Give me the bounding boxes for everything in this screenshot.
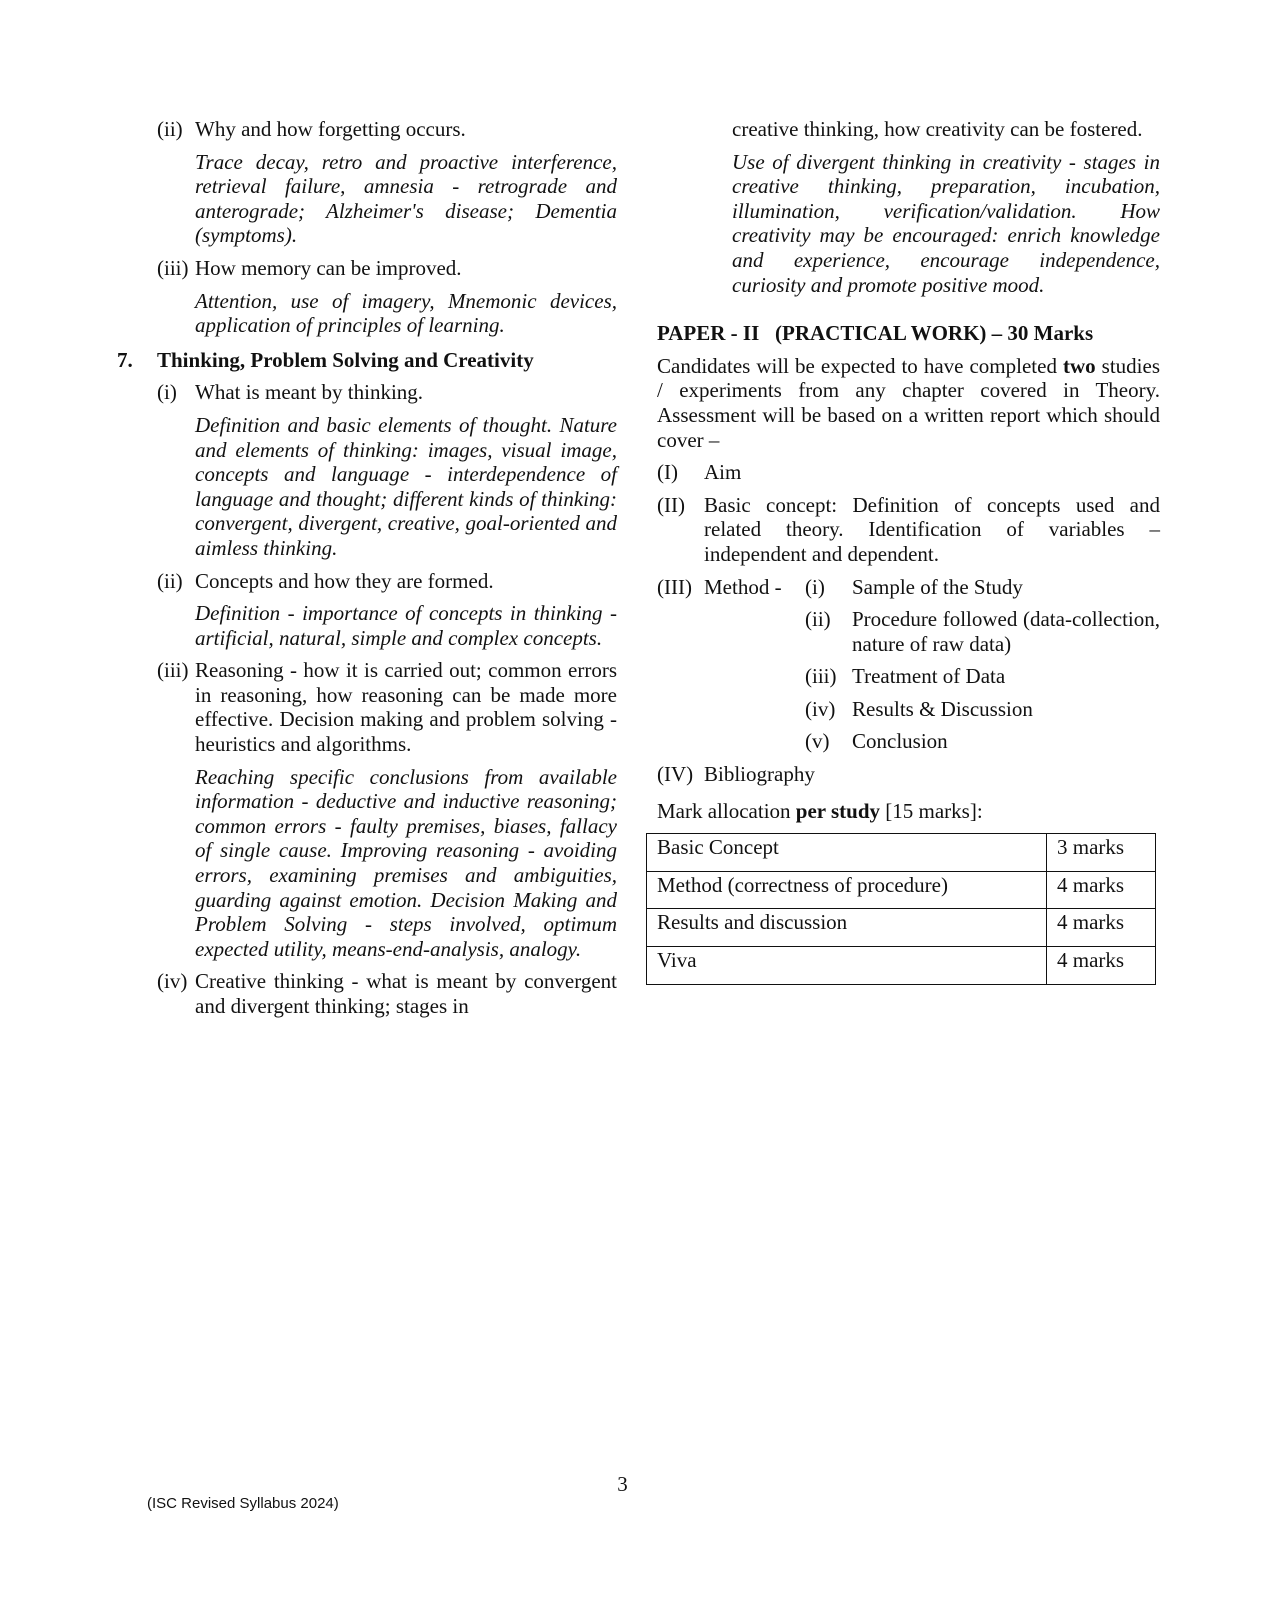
- item-text: Creative thinking - what is meant by convergent and divergent thinking; stages in: [195, 969, 617, 1018]
- section-heading: [117, 348, 617, 373]
- item-text: Why and how forgetting occurs.: [195, 117, 466, 141]
- mark-allocation-label: Mark allocation per study [15 marks]:: [657, 798, 983, 823]
- marks-cell: 3 marks: [1047, 834, 1156, 872]
- method-label: Method -: [704, 574, 782, 599]
- section-title: Thinking, Problem Solving and Creativity: [157, 347, 534, 372]
- sub-text: Results & Discussion: [852, 696, 1033, 721]
- criterion-cell: Results and discussion: [647, 909, 1047, 947]
- table-row: [647, 947, 1156, 985]
- sub-number: (ii): [805, 607, 831, 632]
- method-sub-item: [657, 697, 1160, 722]
- item-description: Definition and basic elements of thought. Nature and elements of thinking: images, visual image, concepts and language - interdependence of language and thought; different kinds of thinking: convergent, divergent, creative, goal-oriented and aimless thinking.: [195, 412, 617, 560]
- continued-text: creative thinking, how creativity can be fostered.: [732, 117, 1143, 141]
- page-number: 3: [617, 1472, 628, 1496]
- item-number: (iv): [157, 969, 188, 994]
- item-number: (IV): [657, 762, 694, 787]
- item-description: Trace decay, retro and proactive interference, retrieval failure, amnesia - retrograde and anterograde; Alzheimer's disease; Dementia (symptoms).: [195, 149, 617, 248]
- item-text: How memory can be improved.: [195, 255, 462, 280]
- item-text: Bibliography: [704, 762, 815, 787]
- item-number: (I): [657, 460, 678, 485]
- right-column: [657, 117, 1160, 985]
- list-item: [117, 658, 617, 756]
- sub-text: Procedure followed (data-collection, nature of raw data): [852, 607, 1160, 656]
- method-sub-item: [657, 664, 1160, 689]
- marks-table: [646, 833, 1156, 984]
- item-description: Reaching specific conclusions from available information - deductive and inductive reasoning; common errors - faulty premises, biases, fallacy of single cause. Improving reasoning - avoiding errors, examining premises and ambiguities, guarding against emotion. Decision Making and Problem Solving - steps involved, optimum expected utility, means-end-analysis, analogy.: [195, 764, 617, 961]
- report-item-method: [657, 575, 1160, 755]
- item-text: Concepts and how they are formed.: [195, 568, 494, 593]
- criterion-cell: Viva: [647, 947, 1047, 985]
- criterion-cell: Basic Concept: [647, 834, 1047, 872]
- item-description: Attention, use of imagery, Mnemonic devices, application of principles of learning.: [195, 288, 617, 338]
- list-item: [117, 117, 617, 142]
- sub-text: Treatment of Data: [852, 664, 1006, 689]
- criterion-cell: Method (correctness of procedure): [647, 871, 1047, 909]
- item-number: (ii): [157, 568, 183, 593]
- method-sub-item: [657, 607, 1160, 656]
- list-item: [117, 256, 617, 281]
- item-description: Use of divergent thinking in creativity - stages in creative thinking, preparation, incubation, illumination, verification/validation. How creativity may be encouraged: enrich knowledge and experience, encourage independence, curiosity and promote positive mood.: [732, 149, 1160, 297]
- sub-number: (iv): [805, 696, 836, 721]
- marks-cell: 4 marks: [1047, 871, 1156, 909]
- table-row: [647, 834, 1156, 872]
- list-item: [117, 969, 617, 1018]
- item-number: (III): [657, 574, 692, 599]
- section-number: 7.: [117, 347, 133, 372]
- footer-text: (ISC Revised Syllabus 2024): [147, 1495, 339, 1512]
- method-sub-item: [657, 729, 1160, 754]
- list-item: [117, 380, 617, 405]
- report-item-bibliography: [657, 762, 1160, 787]
- paper-title: PAPER - II (PRACTICAL WORK) – 30 Marks: [657, 321, 1094, 346]
- item-number: (iii): [157, 658, 189, 683]
- intro-paragraph: Candidates will be expected to have completed two studies / experiments from any chapter covered in Theory. Assessment will be based on a written report which should cover –: [657, 353, 1160, 452]
- item-number: (ii): [157, 117, 183, 141]
- table-row: [647, 871, 1156, 909]
- list-item: [117, 569, 617, 594]
- item-text: Reasoning - how it is carried out; common errors in reasoning, how reasoning can be made more effective. Decision making and problem solving - heuristics and algorithms.: [195, 658, 617, 757]
- item-description: Definition - importance of concepts in thinking - artificial, natural, simple and complex concepts.: [195, 601, 617, 650]
- item-text: Basic concept: Definition of concepts used and related theory. Identification of variables – independent and dependent.: [704, 492, 1160, 566]
- sub-number: (i): [805, 574, 825, 599]
- item-text: Aim: [704, 460, 742, 485]
- report-item-basic-concept: [657, 493, 1160, 567]
- item-number: (iii): [157, 255, 189, 280]
- sub-text: Sample of the Study: [852, 574, 1023, 599]
- method-sub-item: [657, 575, 1160, 600]
- report-item-aim: [657, 460, 1160, 485]
- item-number: (II): [657, 492, 685, 517]
- marks-cell: 4 marks: [1047, 909, 1156, 947]
- item-text: What is meant by thinking.: [195, 380, 424, 405]
- item-number: (i): [157, 380, 177, 405]
- left-column: [117, 117, 617, 1027]
- marks-cell: 4 marks: [1047, 947, 1156, 985]
- sub-text: Conclusion: [852, 729, 948, 754]
- table-row: [647, 909, 1156, 947]
- sub-number: (iii): [805, 664, 837, 689]
- sub-number: (v): [805, 729, 830, 754]
